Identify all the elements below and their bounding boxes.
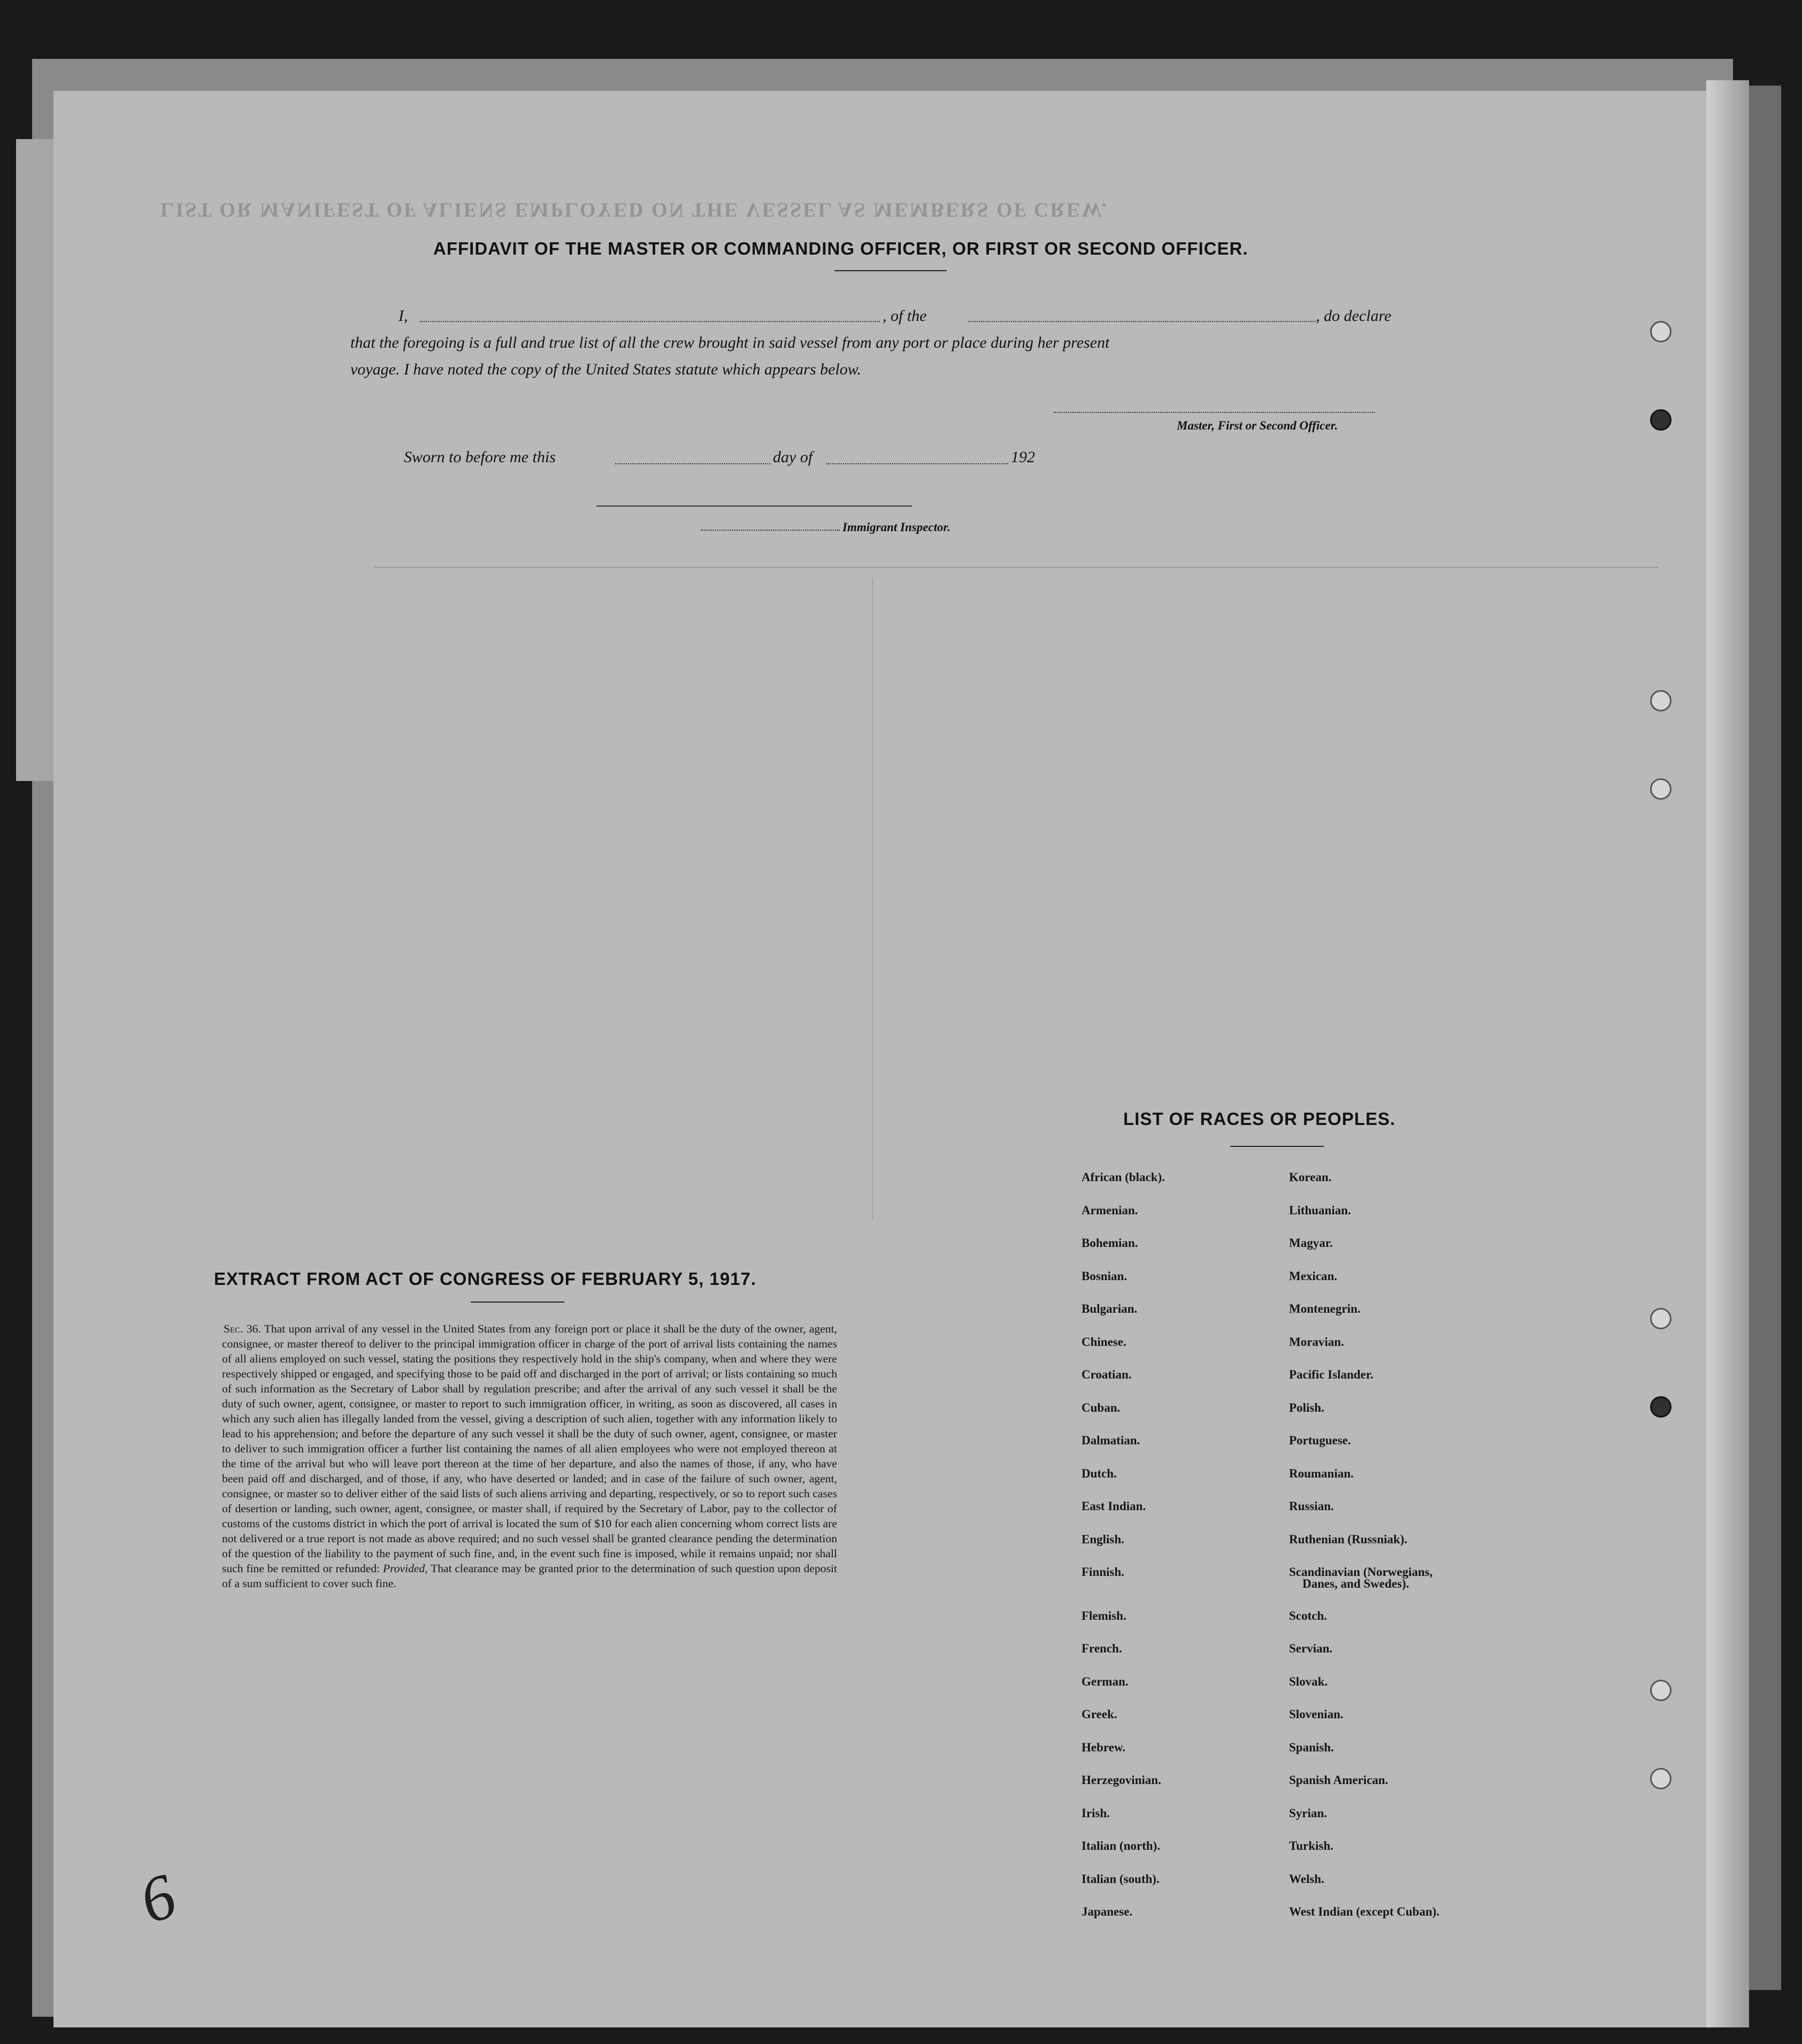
race-item: Spanish American.: [1289, 1773, 1389, 1787]
race-item: Scotch.: [1289, 1609, 1327, 1622]
act-of-congress-text: [222, 1321, 837, 1591]
binder-hole-icon: [1650, 409, 1671, 431]
section-text-continued: That clearance may be granted prior to the determination of such question upon deposit of a sum sufficient to cover such fine.: [222, 1562, 838, 1590]
race-item: Turkish.: [1289, 1839, 1333, 1852]
race-item: Polish.: [1289, 1400, 1324, 1414]
affidavit-vessel-field[interactable]: [968, 321, 1316, 322]
race-item: Cuban.: [1082, 1400, 1121, 1414]
race-item: Portuguese.: [1289, 1434, 1351, 1447]
affidavit-title-rule: [834, 270, 947, 271]
race-item: Servian.: [1289, 1642, 1333, 1655]
race-item: Irish.: [1082, 1806, 1110, 1820]
affidavit-title: AFFIDAVIT OF THE MASTER OR COMMANDING OFFICER, OR FIRST OR SECOND OFFICER.: [433, 239, 1248, 258]
binder-hole-icon: [1650, 1680, 1671, 1701]
extract-title-rule: [471, 1302, 564, 1303]
race-item: Welsh.: [1289, 1872, 1324, 1886]
race-item: Bulgarian.: [1082, 1302, 1138, 1315]
race-item: German.: [1082, 1674, 1129, 1688]
master-signature-field[interactable]: [1054, 412, 1375, 413]
race-item: Slovak.: [1289, 1674, 1328, 1688]
race-item: Scandinavian (Norwegians,: [1289, 1565, 1433, 1579]
races-title-rule: [1230, 1146, 1324, 1147]
binder-hole-icon: [1650, 690, 1671, 711]
race-item: Herzegovinian.: [1082, 1773, 1161, 1787]
affidavit-line-3: voyage. I have noted the copy of the United States statute which appears below.: [350, 361, 862, 378]
binder-hole-icon: [1650, 1396, 1671, 1418]
sworn-month-field[interactable]: [826, 463, 1008, 464]
race-item: Armenian.: [1082, 1203, 1138, 1217]
race-item: Japanese.: [1082, 1905, 1133, 1918]
inspector-dotted-line: [701, 530, 840, 531]
race-item: Croatian.: [1082, 1368, 1132, 1381]
affidavit-line-2: that the foregoing is a full and true list of all the crew brought in said vessel from any port or place during her present: [350, 334, 1110, 351]
binding-edge: [1749, 86, 1781, 1990]
provided-term: Provided,: [382, 1562, 428, 1575]
race-item: Lithuanian.: [1289, 1203, 1351, 1217]
race-scandinavian-continued: Danes, and Swedes).: [1302, 1577, 1409, 1590]
race-item: Italian (south).: [1082, 1872, 1160, 1886]
affidavit-do-declare: , do declare: [1316, 307, 1392, 325]
race-item: Russian.: [1289, 1499, 1334, 1513]
race-item: Spanish.: [1289, 1740, 1334, 1754]
races-title: LIST OF RACES OR PEOPLES.: [1123, 1109, 1396, 1129]
race-item: East Indian.: [1082, 1499, 1146, 1513]
right-page-edge: [1706, 80, 1749, 2027]
race-item: Italian (north).: [1082, 1839, 1160, 1852]
binder-hole-icon: [1650, 1768, 1671, 1789]
race-item: Finnish.: [1082, 1565, 1124, 1579]
race-item: Hebrew.: [1082, 1740, 1125, 1754]
race-item: Roumanian.: [1289, 1466, 1354, 1480]
race-item: French.: [1082, 1642, 1122, 1655]
race-item: Montenegrin.: [1289, 1302, 1361, 1315]
handwritten-page-mark: 6: [130, 1859, 185, 1938]
document-sheet: [53, 91, 1706, 2027]
race-item: Moravian.: [1289, 1335, 1344, 1349]
race-item: Bohemian.: [1082, 1236, 1138, 1250]
day-of-label: day of: [773, 448, 813, 466]
race-item: Bosnian.: [1082, 1269, 1128, 1283]
race-item: Chinese.: [1082, 1335, 1126, 1349]
affidavit-i-label: I,: [398, 307, 408, 325]
bleed-through-column-line: [872, 578, 873, 1220]
race-item: West Indian (except Cuban).: [1289, 1905, 1440, 1918]
race-item: Korean.: [1289, 1170, 1332, 1184]
affidavit-of-the: , of the: [883, 307, 927, 325]
race-item: Magyar.: [1289, 1236, 1333, 1250]
race-item: Mexican.: [1289, 1269, 1338, 1283]
inspector-label: Immigrant Inspector.: [842, 520, 950, 534]
race-item: Ruthenian (Russniak).: [1289, 1532, 1408, 1546]
race-item: Slovenian.: [1289, 1708, 1344, 1721]
race-item: Greek.: [1082, 1708, 1117, 1721]
race-item: Flemish.: [1082, 1609, 1126, 1622]
section-number: Sec. 36.: [224, 1322, 261, 1335]
bleed-through-rule: [374, 567, 1658, 568]
race-item: Pacific Islander.: [1289, 1368, 1374, 1381]
bleed-through-header: LIST OR MANIFEST OF ALIENS EMPLOYED ON THE VESSEL AS MEMBERS OF CREW.: [160, 198, 1109, 221]
sworn-year: 192: [1011, 448, 1035, 466]
section-text: That upon arrival of any vessel in the United States from any foreign port or place it shall be the duty of the owner, agent, consignee, or master thereof to deliver to the principal immigration officer in charge of the port of arrival lists containing the names of all aliens employed on such vessel, stating the positions they respectively hold in the ship's company, when and where they were respectively shipped or engaged, and specifying those to be paid off and discharged in the port of arrival; or lists containing so much of such information as the Secretary of Labor shall by regulation prescribe; and after the arrival of any such vessel it shall be the duty of such owner, agent, consignee, or master to report to such immigration officer, in writing, as soon as discovered, all cases in which any such alien has illegally landed from the vessel, giving a description of such alien, together with any information likely to lead to his apprehension; and before the departure of any such vessel it shall be the duty of such owner, agent, consignee, or master to deliver to such immigration officer a further list containing the names of all alien employees who were not employed thereon at the time of the arrival but who will leave port thereon at the time of her departure, and also the names of those, if any, who have been paid off and discharged, and of those, if any, who have deserted or landed; and in case of the failure of such owner, agent, consignee, or master so to deliver either of the said lists of such aliens arriving and departing, respectively, or so to report such cases of desertion or landing, such owner, agent, consignee, or master shall, if required by the Secretary of Labor, pay to the collector of customs of the customs district in which the port of arrival is located the sum of $10 for each alien concerning whom correct lists are not delivered or a true report is not made as above required; and no such vessel shall be granted clearance pending the determination of the question of the liability to the payment of such fine, and, in the event such fine is imposed, while it remains unpaid; nor shall such fine be remitted or refunded:: [222, 1322, 837, 1575]
master-signature-label: Master, First or Second Officer.: [1177, 419, 1338, 432]
race-item: English.: [1082, 1532, 1124, 1546]
sworn-day-field[interactable]: [615, 463, 770, 464]
race-item: Dutch.: [1082, 1466, 1117, 1480]
binder-hole-icon: [1650, 778, 1671, 800]
left-page-edge: [16, 139, 53, 781]
race-item: Dalmatian.: [1082, 1434, 1140, 1447]
sworn-label: Sworn to before me this: [404, 448, 556, 466]
binder-hole-icon: [1650, 1308, 1671, 1329]
race-item: African (black).: [1082, 1170, 1165, 1184]
affidavit-name-field[interactable]: [420, 321, 880, 322]
race-item: Syrian.: [1289, 1806, 1327, 1820]
extract-title: EXTRACT FROM ACT OF CONGRESS OF FEBRUARY 5, 1917.: [214, 1269, 757, 1289]
binder-hole-icon: [1650, 321, 1671, 342]
inspector-signature-line[interactable]: [596, 506, 912, 507]
